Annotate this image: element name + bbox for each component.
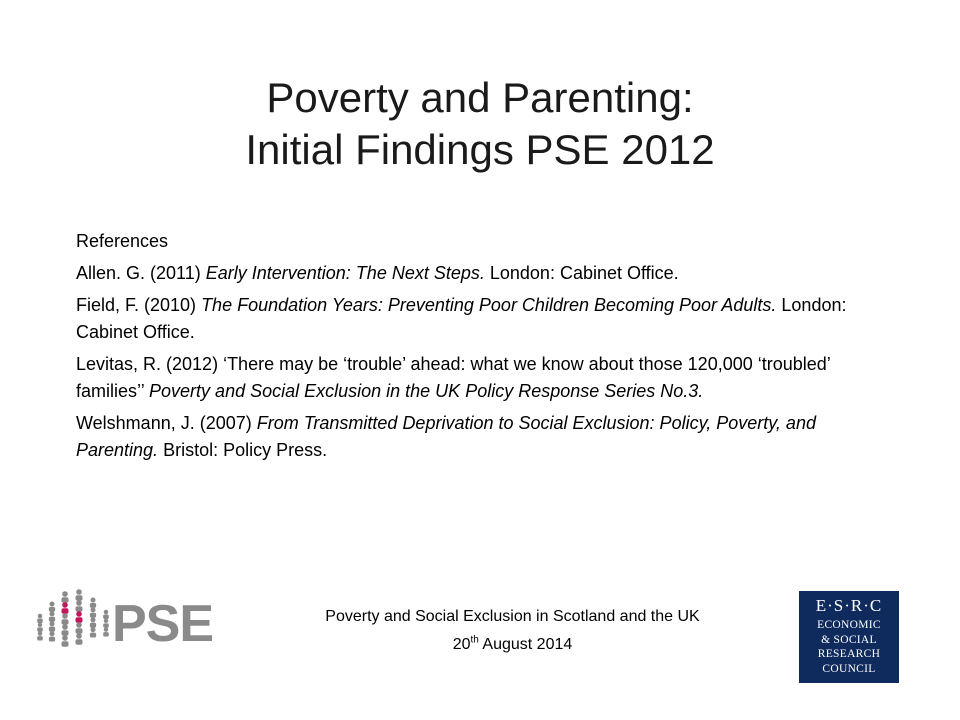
person-head-mark xyxy=(76,600,82,606)
reference-item: Field, F. (2010) The Foundation Years: Preventing Poor Children Becoming Poor Adults. London: Cabinet Office. xyxy=(76,295,847,342)
pse-logo-text: PSE xyxy=(112,595,214,653)
person-head-mark xyxy=(49,611,54,616)
person-body-mark xyxy=(76,606,83,612)
person-head-mark xyxy=(90,607,95,612)
person-head-mark xyxy=(49,621,54,626)
pse-logo xyxy=(32,582,232,664)
person-head-mark xyxy=(62,635,68,641)
person-head-mark xyxy=(76,589,82,595)
person-body-mark xyxy=(49,607,55,612)
person-body-mark xyxy=(37,627,43,631)
person-head-mark xyxy=(49,631,54,636)
esrc-logo-acronym: E·S·R·C xyxy=(815,596,883,615)
person-body-mark xyxy=(62,641,69,647)
person-head-mark xyxy=(49,601,54,606)
person-body-mark xyxy=(76,595,83,601)
person-head-mark xyxy=(38,623,42,627)
person-body-mark xyxy=(62,619,69,625)
person-body-mark xyxy=(49,627,55,632)
person-head-mark xyxy=(38,631,42,635)
reference-item: Allen. G. (2011) Early Intervention: The Next Steps. London: Cabinet Office. xyxy=(76,263,679,283)
person-head-mark xyxy=(104,610,108,614)
person-body-mark xyxy=(37,636,43,640)
person-body-mark xyxy=(90,633,96,638)
person-body-mark xyxy=(62,608,69,614)
person-body-mark xyxy=(49,637,55,642)
person-body-mark xyxy=(103,615,109,619)
person-body-mark xyxy=(62,630,69,636)
title-line-1: Poverty and Parenting: xyxy=(266,74,694,121)
person-head-mark xyxy=(62,602,68,608)
esrc-logo-line: & SOCIAL xyxy=(821,633,877,646)
esrc-logo-line: RESEARCH xyxy=(817,648,881,660)
person-body-mark xyxy=(90,603,96,608)
reference-item: Welshmann, J. (2007) From Transmitted Deprivation to Social Exclusion: Policy, Poverty, and Parenting. Bristol: Policy Press. xyxy=(76,413,816,460)
esrc-logo-line: COUNCIL xyxy=(822,662,876,675)
person-head-mark xyxy=(104,619,108,623)
person-head-mark xyxy=(62,613,68,619)
reference-item: Levitas, R. (2012) ‘There may be ‘trouble’ ahead: what we know about those 120,000 ‘troubled’ families’’ Poverty and Social Exclusion in the UK Policy Response Series No.3. xyxy=(76,354,831,401)
person-body-mark xyxy=(90,613,96,618)
person-body-mark xyxy=(103,623,109,627)
person-head-mark xyxy=(104,627,108,631)
people-figures-icon xyxy=(32,582,116,664)
person-head-mark xyxy=(62,624,68,630)
person-body-mark xyxy=(90,623,96,628)
person-body-mark xyxy=(103,632,109,636)
person-body-mark xyxy=(62,597,69,603)
person-body-mark xyxy=(37,619,43,623)
footer xyxy=(250,603,775,659)
person-head-mark xyxy=(76,622,82,628)
person-head-mark xyxy=(76,611,82,617)
esrc-logo xyxy=(799,591,899,683)
footer-date: 20th August 2014 xyxy=(452,634,573,653)
person-head-mark xyxy=(90,627,95,632)
esrc-logo-line: ECONOMIC xyxy=(817,619,881,631)
person-body-mark xyxy=(76,617,83,623)
person-body-mark xyxy=(76,628,83,634)
person-head-mark xyxy=(90,617,95,622)
person-head-mark xyxy=(62,591,68,597)
references-heading: References xyxy=(76,231,169,251)
footer-title: Poverty and Social Exclusion in Scotland and the UK xyxy=(325,608,700,625)
person-head-mark xyxy=(76,633,82,639)
person-body-mark xyxy=(49,617,55,622)
title-line-2: Initial Findings PSE 2012 xyxy=(245,126,715,173)
person-body-mark xyxy=(76,639,83,645)
person-head-mark xyxy=(90,597,95,602)
slide-title xyxy=(0,72,960,176)
references-block xyxy=(76,228,886,469)
person-head-mark xyxy=(38,614,42,618)
